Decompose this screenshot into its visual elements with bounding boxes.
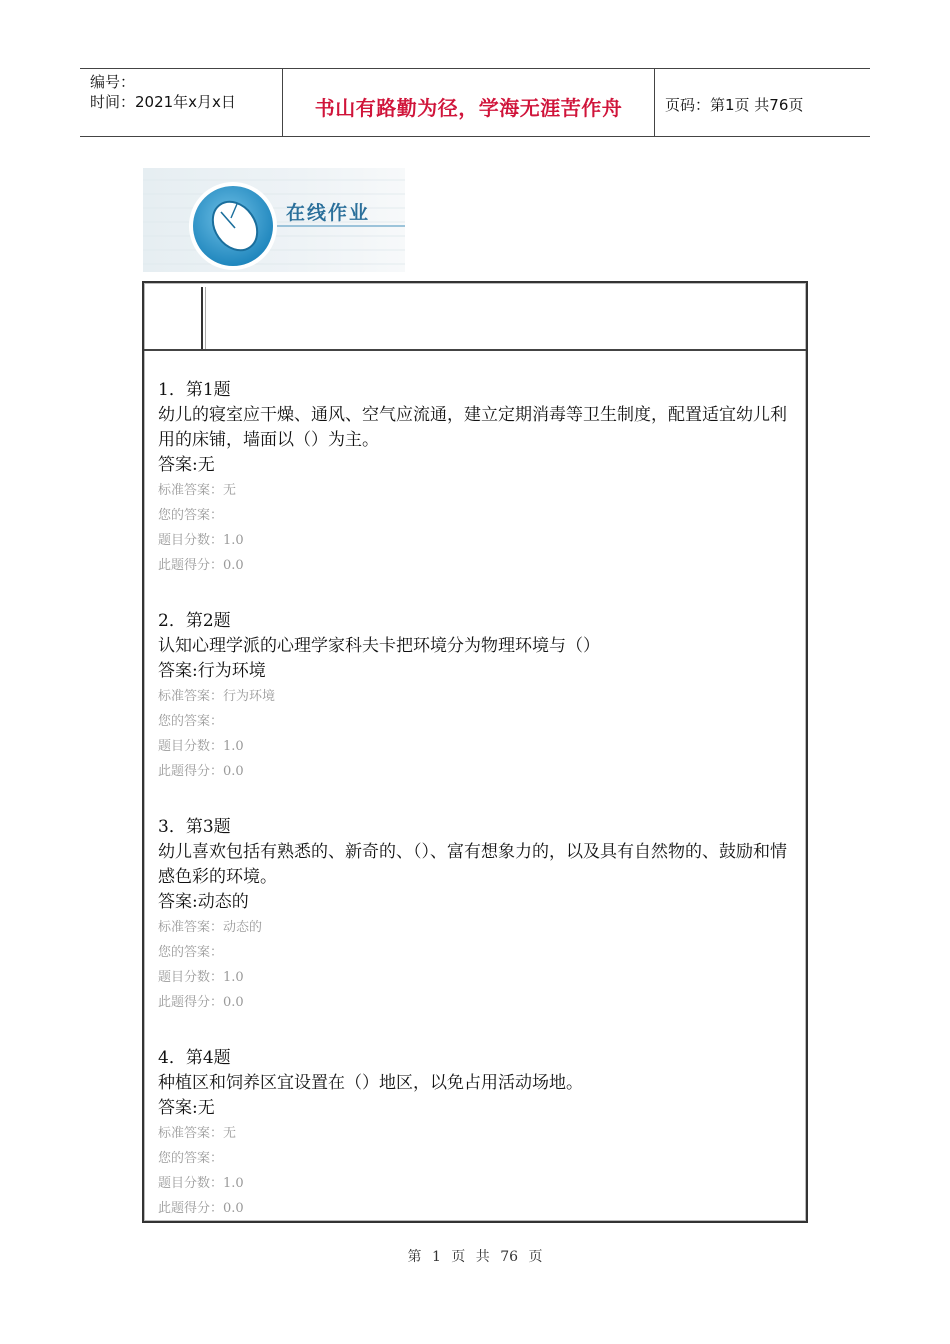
page-header	[80, 68, 870, 137]
question-text: 幼儿的寝室应干燥、通风、空气应流通，建立定期消毒等卫生制度，配置适宜幼儿利用的床铺，墙面以（）为主。	[158, 405, 787, 450]
standard-answer: 标准答案：无	[158, 1126, 237, 1141]
question-text: 认知心理学派的心理学家科夫卡把环境分为物理环境与（）	[158, 636, 600, 656]
your-answer: 您的答案：	[158, 1151, 224, 1166]
question-score: 题目分数：1.0	[158, 739, 244, 754]
page-info: 页码：第1页 共76页	[665, 96, 804, 114]
score-obtained: 此题得分：0.0	[158, 1201, 244, 1216]
frame-column-divider-shadow	[205, 287, 206, 349]
your-answer: 您的答案：	[158, 945, 224, 960]
question-item	[158, 378, 798, 578]
question-item	[158, 815, 798, 1015]
question-number: 4．第4题	[158, 1048, 231, 1068]
question-answer: 答案:无	[158, 1098, 215, 1118]
homework-frame	[142, 281, 808, 1223]
question-score: 题目分数：1.0	[158, 533, 244, 548]
score-obtained: 此题得分：0.0	[158, 764, 244, 779]
question-score: 题目分数：1.0	[158, 970, 244, 985]
question-answer: 答案:行为环境	[158, 661, 266, 681]
question-item	[158, 609, 798, 784]
question-answer: 答案:无	[158, 455, 215, 475]
time-label: 时间：2021年x月x日	[90, 93, 236, 111]
frame-column-divider	[201, 287, 203, 349]
header-info-cell	[80, 69, 283, 136]
question-score: 题目分数：1.0	[158, 1176, 244, 1191]
score-obtained: 此题得分：0.0	[158, 558, 244, 573]
question-number: 2．第2题	[158, 611, 231, 631]
banner-title: 在线作业	[286, 202, 371, 224]
online-homework-banner	[143, 168, 405, 272]
question-number: 3．第3题	[158, 817, 231, 837]
page-footer: 第 1 页 共 76 页	[407, 1249, 543, 1265]
frame-header-row	[144, 283, 806, 351]
question-item	[158, 1046, 798, 1221]
motto: 书山有路勤为径，学海无涯苦作舟	[314, 96, 623, 120]
serial-label: 编号：	[90, 73, 136, 91]
question-number: 1．第1题	[158, 380, 231, 400]
question-answer: 答案:动态的	[158, 892, 249, 912]
question-list	[158, 378, 798, 1252]
your-answer: 您的答案：	[158, 508, 224, 523]
standard-answer: 标准答案：无	[158, 483, 237, 498]
standard-answer: 标准答案：行为环境	[158, 689, 276, 704]
header-page-cell	[655, 69, 870, 136]
question-text: 幼儿喜欢包括有熟悉的、新奇的、（）、富有想象力的，以及具有自然物的、鼓励和情感色彩的环境。	[158, 842, 787, 887]
score-obtained: 此题得分：0.0	[158, 995, 244, 1010]
standard-answer: 标准答案：动态的	[158, 920, 263, 935]
your-answer: 您的答案：	[158, 714, 224, 729]
header-motto-cell	[283, 69, 655, 136]
question-text: 种植区和饲养区宜设置在（）地区，以免占用活动场地。	[158, 1073, 583, 1093]
